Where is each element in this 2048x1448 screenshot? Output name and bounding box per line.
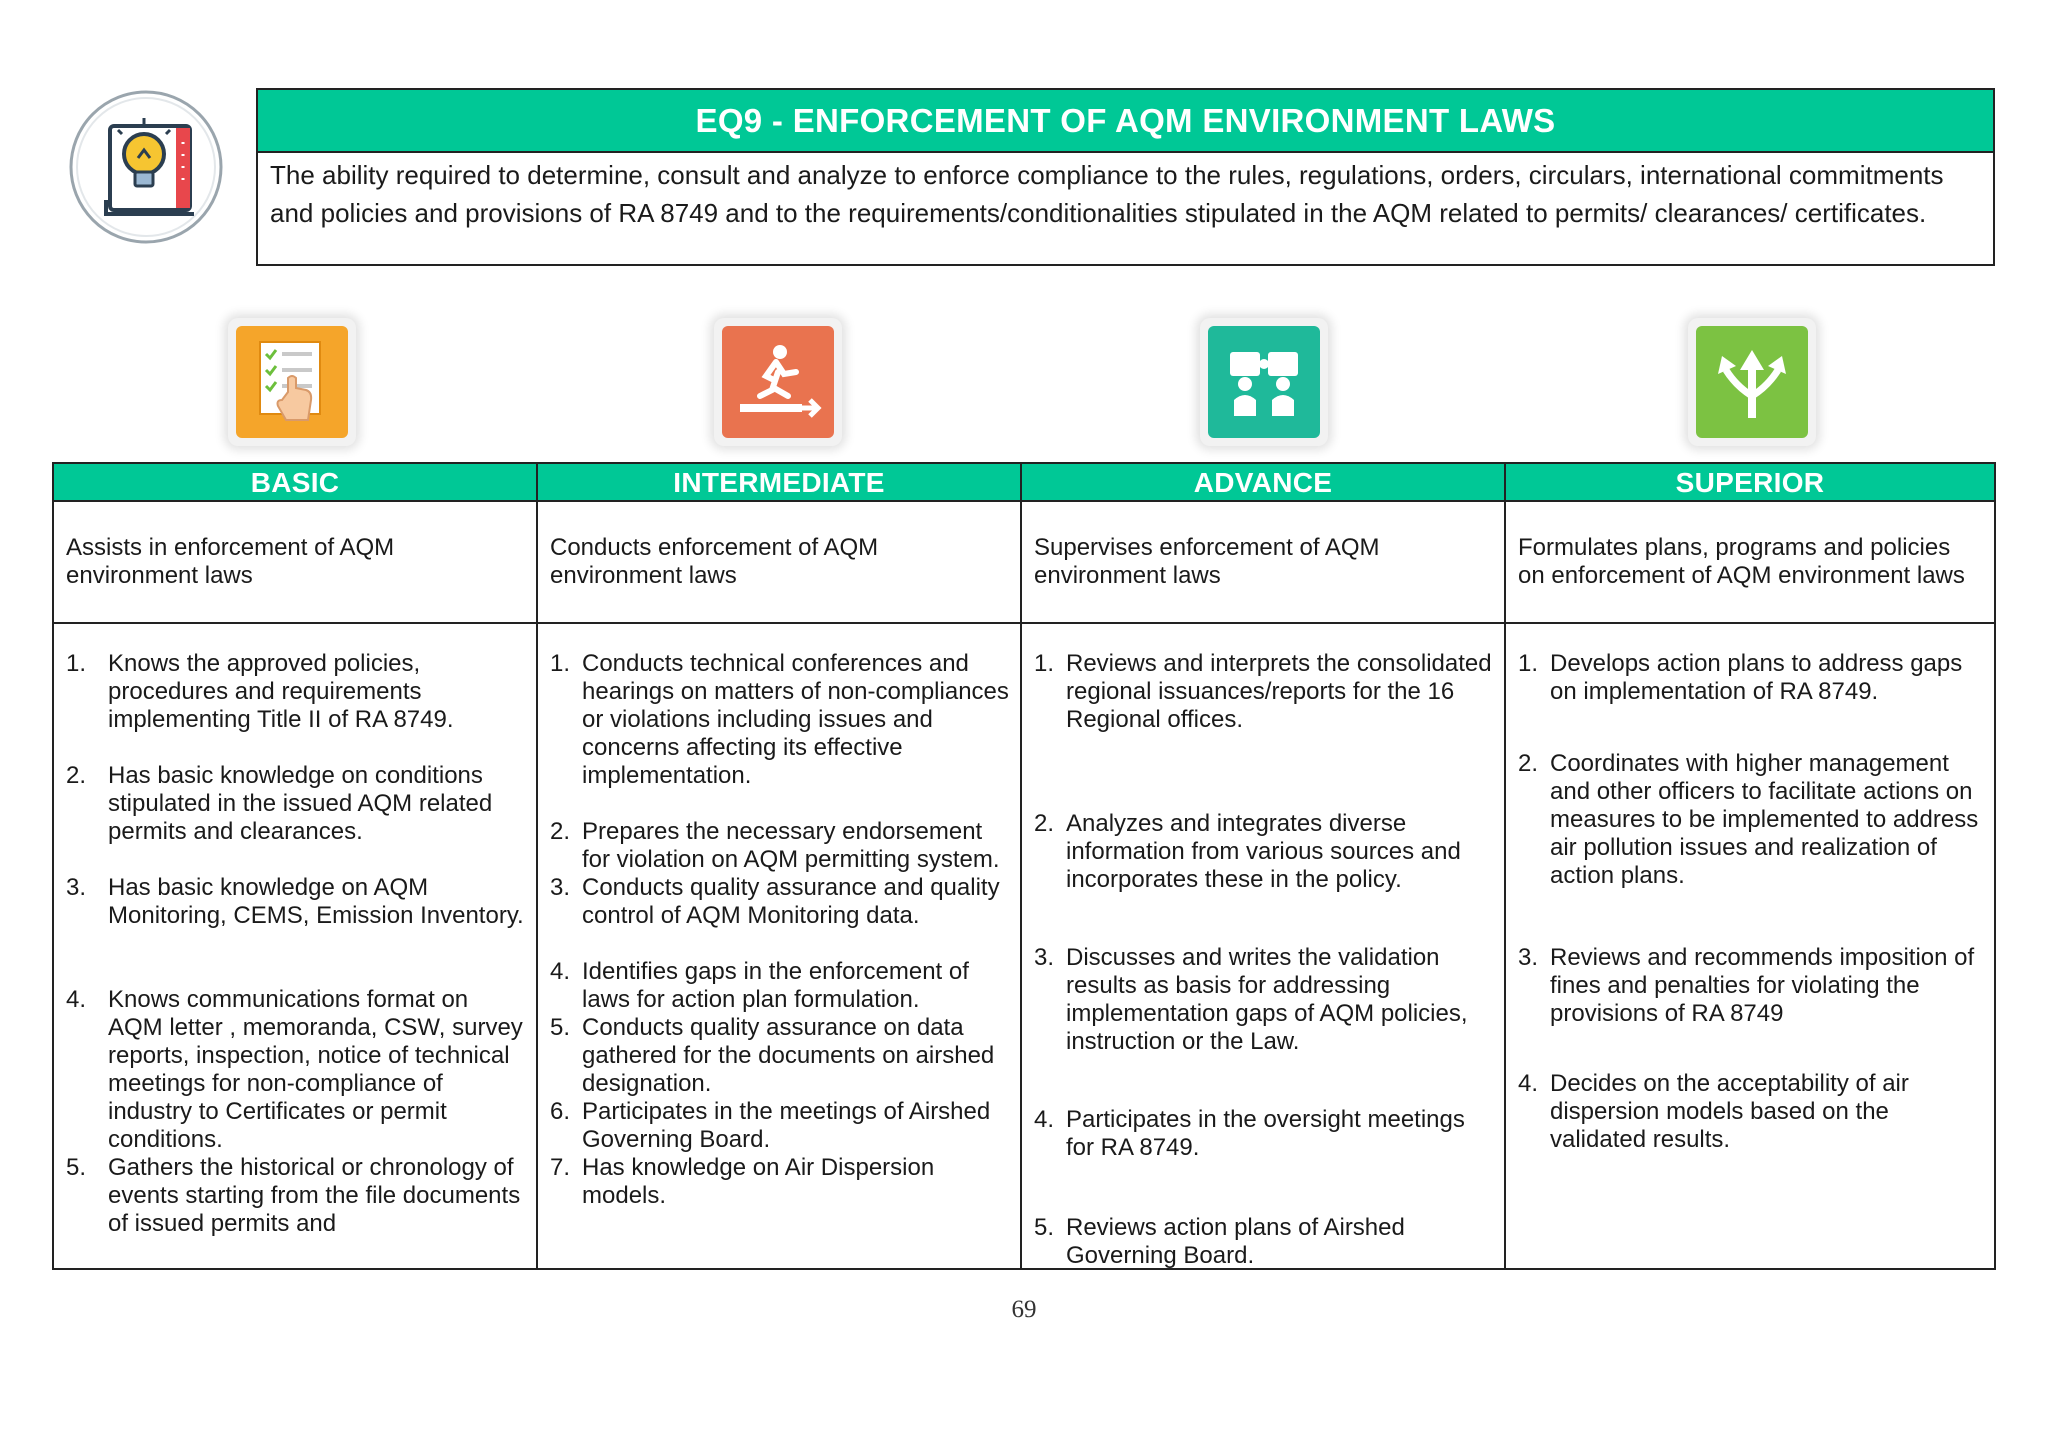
level-summary: Assists in enforcement of AQM environment laws [54, 502, 536, 624]
level-column-intermediate [538, 464, 1022, 1268]
list-item: 3. Discusses and writes the validation results as basis for addressing implementation gaps of AQM policies, instruction or the Law. [1034, 944, 1468, 1055]
level-indicators [1506, 624, 1994, 1184]
list-item: 2. Coordinates with higher management and other officers to facilitate actions on measures to be implemented to address air pollution issues and realization of action plans. [1518, 750, 1979, 889]
page-number: 69 [1011, 1296, 1037, 1323]
level-summary: Formulates plans, programs and policies on enforcement of AQM environment laws [1506, 502, 1994, 624]
level-column-advance [1022, 464, 1506, 1268]
list-item: 3. Reviews and recommends imposition of fines and penalties for violating the provisions of RA 8749 [1518, 944, 1975, 1027]
level-header: ADVANCE [1022, 464, 1504, 502]
level-summary: Conducts enforcement of AQM environment laws [538, 502, 1020, 624]
level-indicators [1022, 624, 1504, 1269]
level-header: BASIC [54, 464, 536, 502]
list-item: 4. Participates in the oversight meetings for RA 8749. [1034, 1106, 1465, 1161]
level-indicators [538, 624, 1020, 1209]
list-item: 4. Identifies gaps in the enforcement of laws for action plan formulation. [550, 958, 969, 1013]
proficiency-table [52, 462, 1996, 1270]
lightbulb-book-icon [64, 88, 228, 246]
list-item: 1. Conducts technical conferences and hearings on matters of non-compliances or violations including issues and concerns affecting its effective implementation. [550, 650, 1009, 789]
list-item: 6. Participates in the meetings of Airshed Governing Board. [550, 1098, 991, 1153]
list-item: 5. Gathers the historical or chronology of events starting from the file documents of issued permits and [66, 1154, 521, 1237]
checklist-hand-icon [228, 318, 356, 446]
running-exit-icon [714, 318, 842, 446]
list-item: 2. Has basic knowledge on conditions stipulated in the issued AQM related permits and clearances. [66, 762, 493, 845]
list-item: 5. Reviews action plans of Airshed Governing Board. [1034, 1214, 1405, 1269]
list-item: 1. Knows the approved policies, procedures and requirements implementing Title II of RA 8749. [66, 650, 454, 733]
list-item: 7. Has knowledge on Air Dispersion models. [550, 1154, 935, 1209]
list-item: 4. Knows communications format on AQM letter , memoranda, CSW, survey reports, inspection, notice of technical meetings for non-compliance of industry to Certificates or permit conditions. [66, 986, 523, 1153]
level-indicators [54, 624, 536, 1237]
level-header: SUPERIOR [1506, 464, 1994, 502]
list-item: 4. Decides on the acceptability of air dispersion models based on the validated results. [1518, 1070, 1909, 1153]
list-item: 5. Conducts quality assurance on data gathered for the documents on airshed designation. [550, 1014, 995, 1097]
list-item: 2. Analyzes and integrates diverse information from various sources and incorporates these in the policy. [1034, 810, 1461, 893]
list-item: 1. Develops action plans to address gaps on implementation of RA 8749. [1518, 650, 1963, 705]
competency-description: The ability required to determine, consult and analyze to enforce compliance to the rules, regulations, orders, circulars, international commitments and policies and provisions of RA 8749 and to the requirements/conditionalities stipulated in the AQM related to permits/ clearances/ certificates. [270, 160, 1944, 228]
direction-arrows-icon [1688, 318, 1816, 446]
list-item: 1. Reviews and interprets the consolidated regional issuances/reports for the 16 Regional offices. [1034, 650, 1492, 733]
page-title: EQ9 - ENFORCEMENT OF AQM ENVIRONMENT LAWS [258, 90, 1993, 153]
level-header: INTERMEDIATE [538, 464, 1020, 502]
competency-header [256, 88, 1995, 266]
team-puzzle-icon [1200, 318, 1328, 446]
list-item: 3. Conducts quality assurance and quality control of AQM Monitoring data. [550, 874, 1000, 929]
level-summary: Supervises enforcement of AQM environment laws [1022, 502, 1504, 624]
level-column-superior [1506, 464, 1994, 1268]
level-column-basic [54, 464, 538, 1268]
list-item: 2. Prepares the necessary endorsement for violation on AQM permitting system. [550, 818, 1000, 873]
list-item: 3. Has basic knowledge on AQM Monitoring, CEMS, Emission Inventory. [66, 874, 524, 929]
